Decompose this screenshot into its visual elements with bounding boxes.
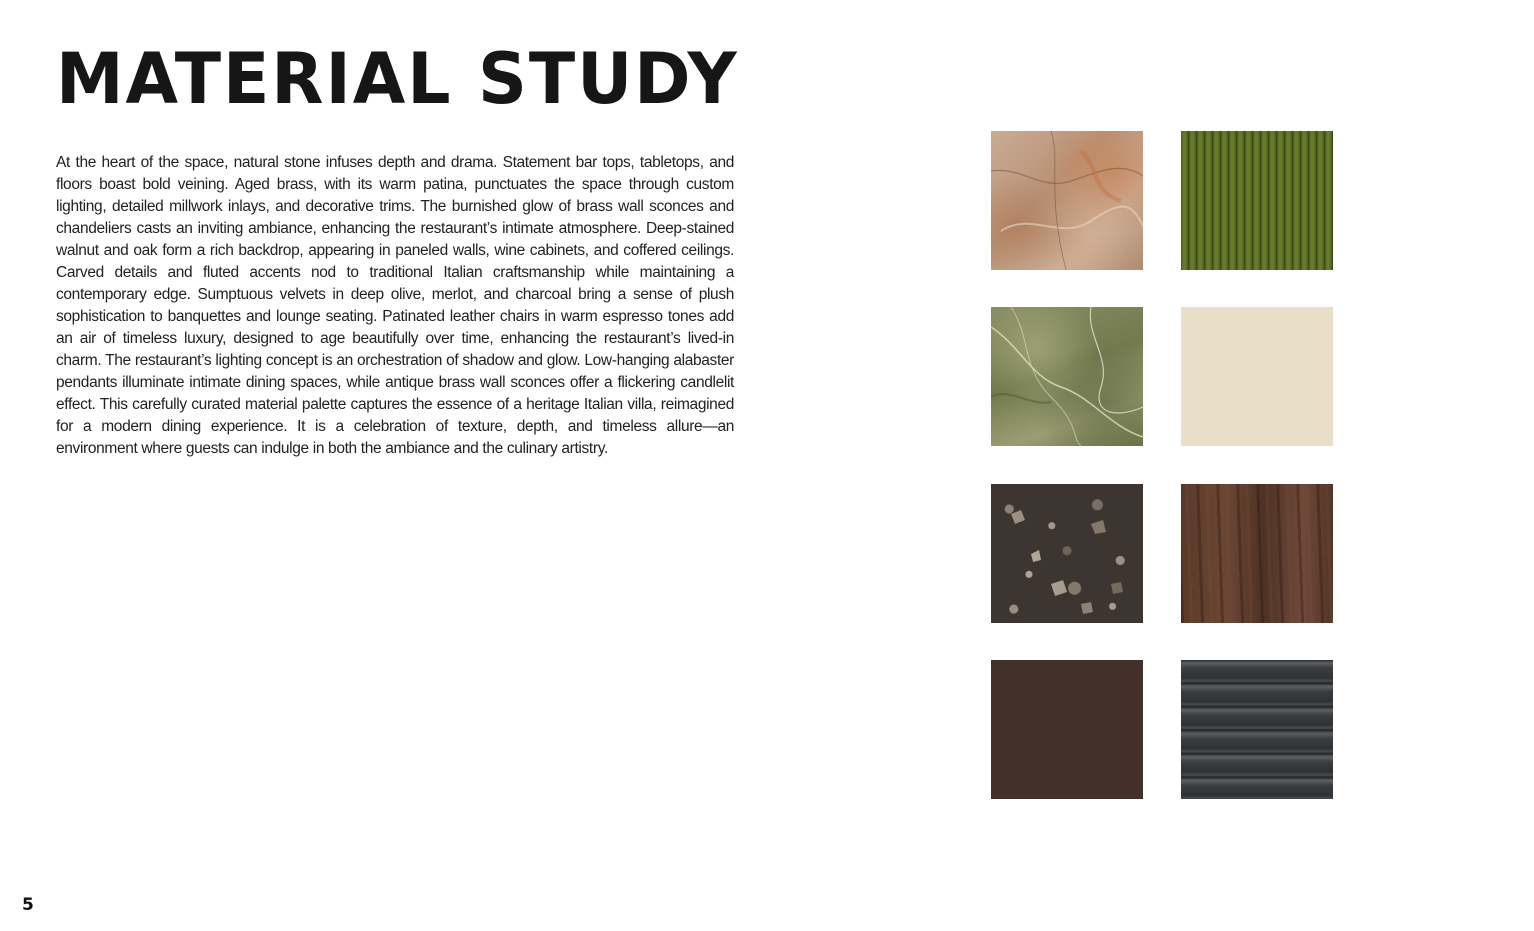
swatch-espresso-leather xyxy=(991,660,1143,799)
swatch-terrazzo-stone xyxy=(991,484,1143,623)
swatch-charcoal-glazed-tile xyxy=(1181,660,1333,799)
swatch-alabaster-cream xyxy=(1181,307,1333,446)
swatch-walnut-wood xyxy=(1181,484,1333,623)
page-title: MATERIAL STUDY xyxy=(56,38,739,120)
swatch-green-marble xyxy=(991,307,1143,446)
swatch-olive-fluted-velvet xyxy=(1181,131,1333,270)
body-paragraph: At the heart of the space, natural stone infuses depth and drama. Statement bar tops, tabletops, and floors boast bold veining. Aged brass, with its warm patina, punctuates the space through custom lighting, detailed millwork inlays, and decorative trims. The burnished glow of brass wall sconces and chandeliers casts an inviting ambiance, enhancing the restaurant’s intimate atmosphere. Deep-stained walnut and oak form a rich backdrop, appearing in paneled walls, wine cabinets, and coffered ceilings. Carved details and fluted accents nod to traditional Italian craftsmanship while maintaining a contemporary edge. Sumptuous velvets in deep olive, merlot, and charcoal bring a sense of plush sophistication to banquettes and lounge seating. Patinated leather chairs in warm espresso tones add an air of timeless luxury, designed to age beautifully over time, enhancing the restaurant’s lived-in charm. The restaurant’s lighting concept is an orchestration of shadow and glow. Low-hanging alabaster pendants illuminate intimate dining spaces, while antique brass wall sconces offer a flickering candlelit effect. This carefully curated material palette captures the essence of a heritage Italian villa, reimagined for a modern dining experience. It is a celebration of texture, depth, and timeless allure—an environment where guests can indulge in both the ambiance and the culinary artistry. xyxy=(56,154,734,457)
page-number: 5 xyxy=(22,895,34,915)
swatch-natural-stone xyxy=(991,131,1143,270)
